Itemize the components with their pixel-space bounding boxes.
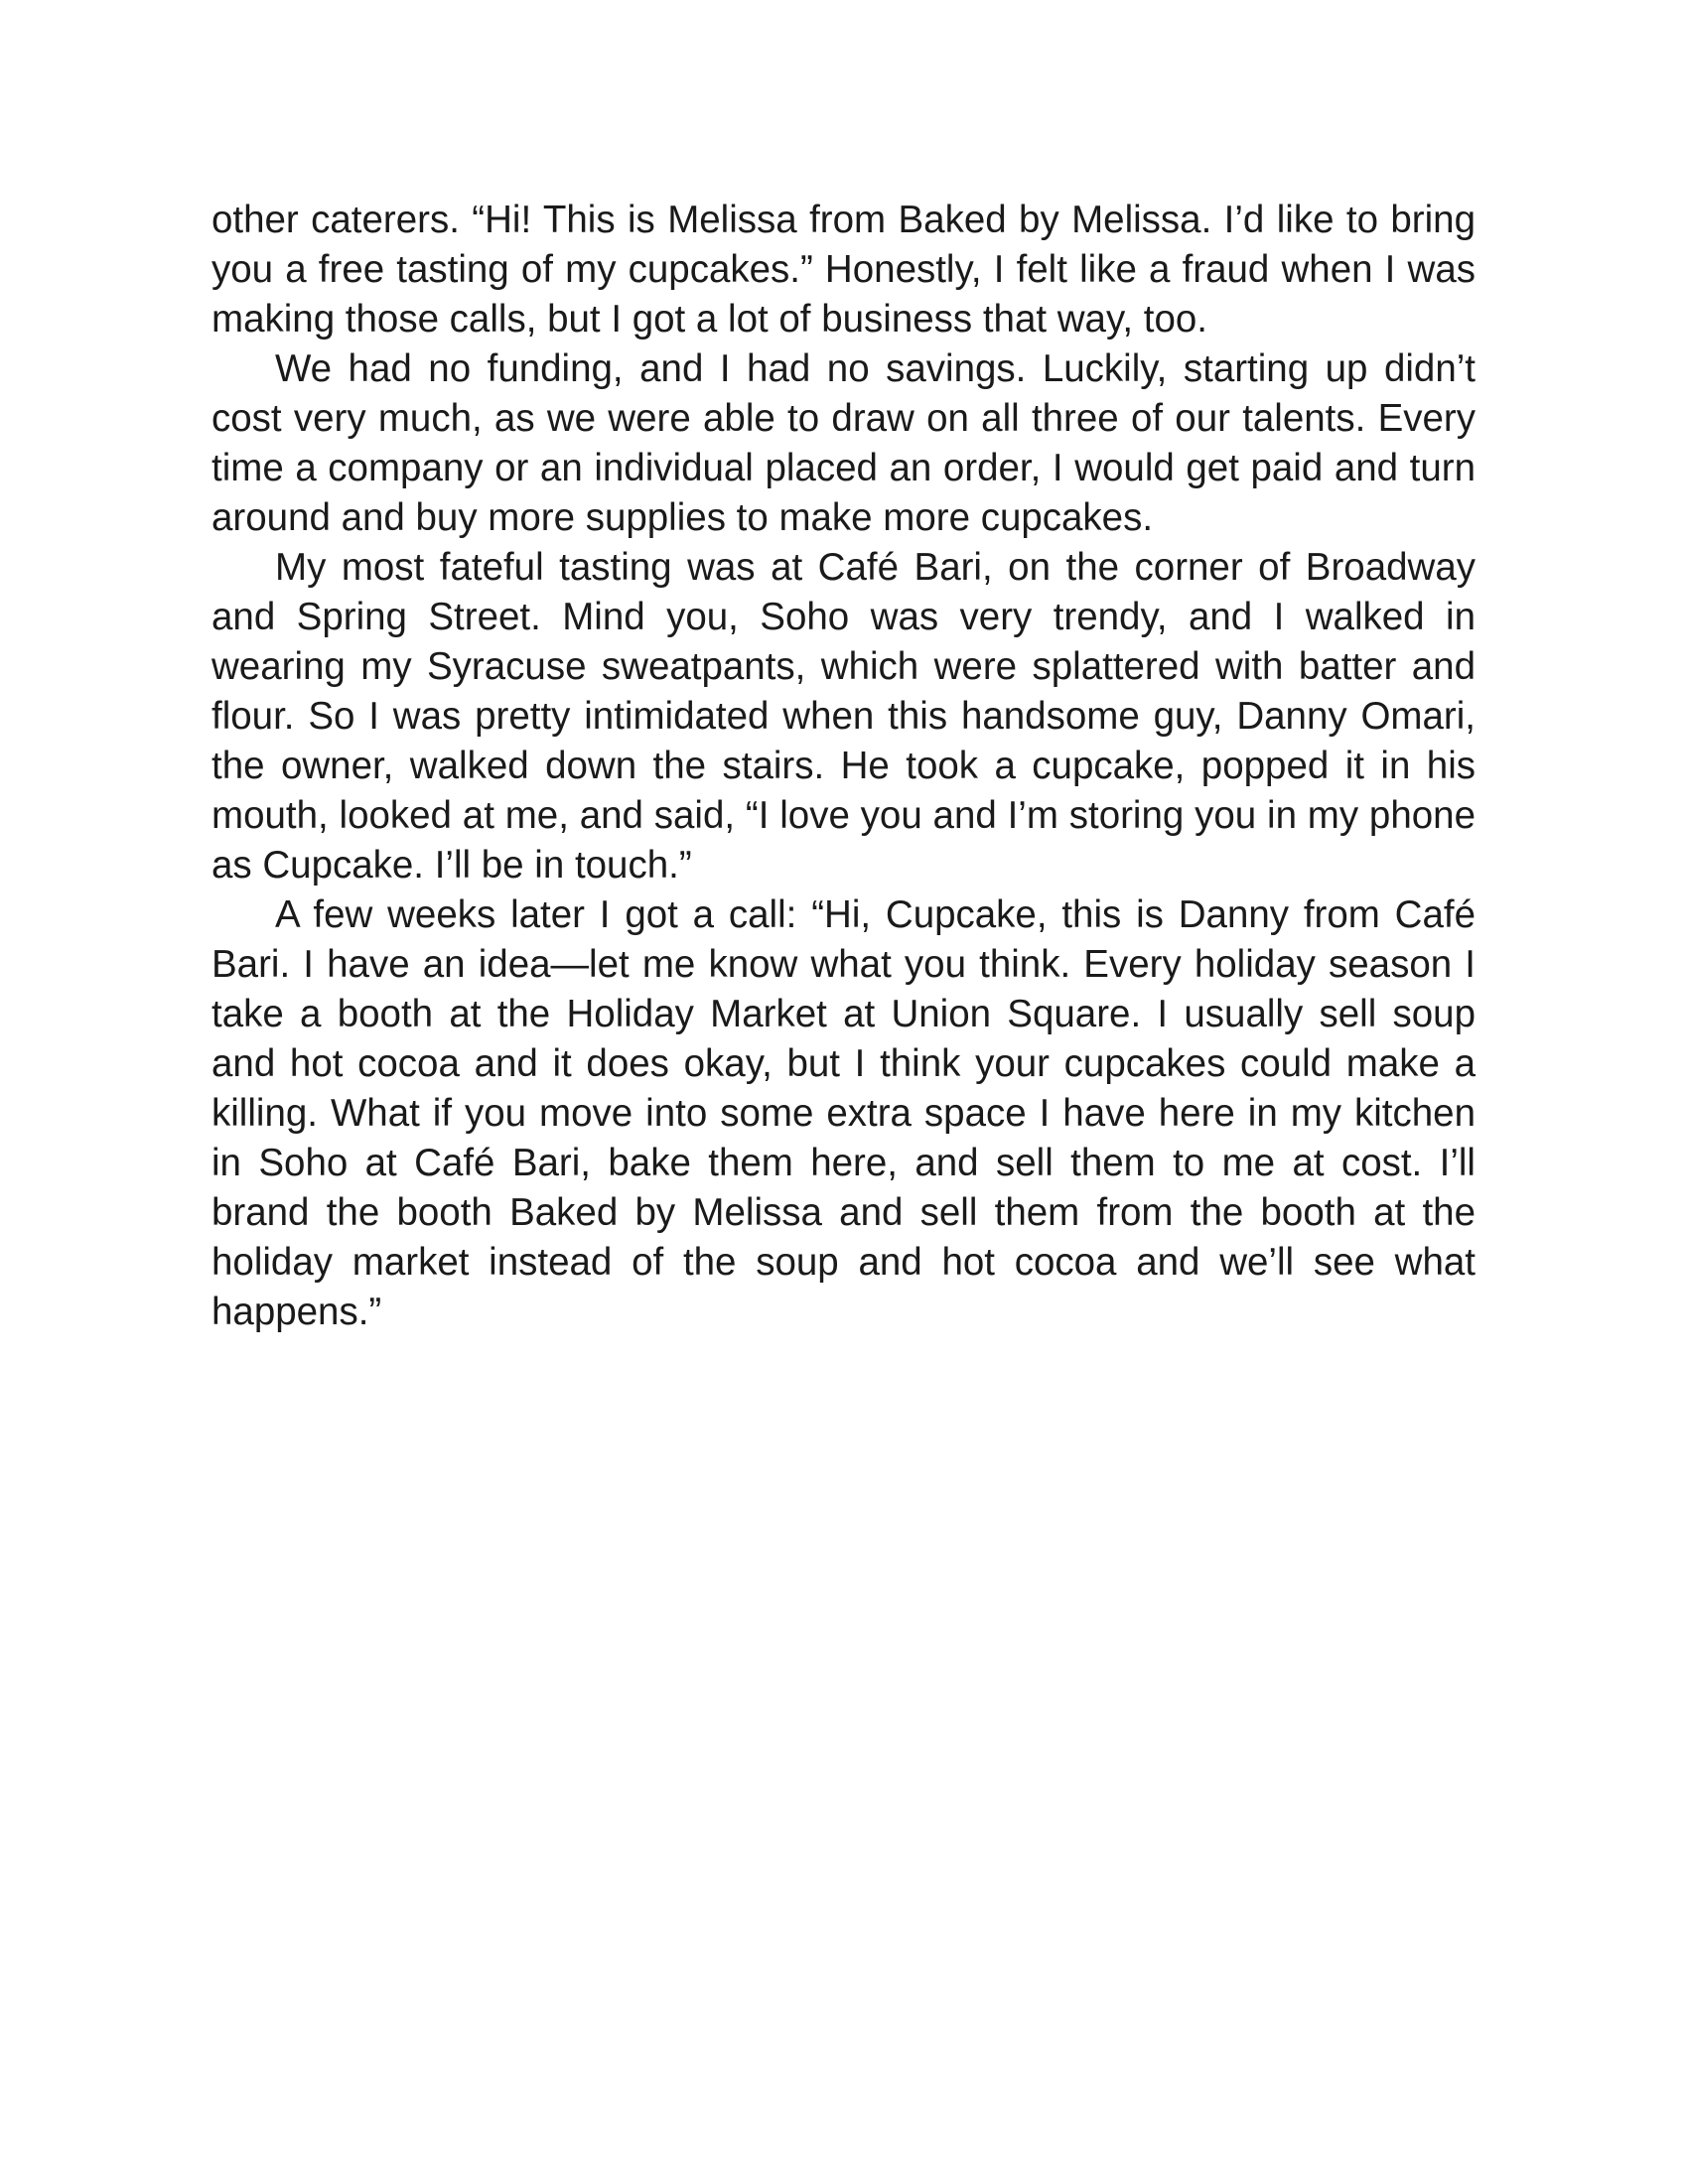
paragraph-danny-call: A few weeks later I got a call: “Hi, Cupcake, this is Danny from Café Bari. I have an idea—let me know what you think. Every holiday season I take a booth at the Holiday Market at Union Square. I usually sell soup and hot cocoa and it does okay, but I think your cupcakes could make a killing. What if you move into some extra space I have here in my kitchen in Soho at Café Bari, bake them here, and sell them to me at cost. I’ll brand the booth Baked by Melissa and sell them from the booth at the holiday market instead of the soup and hot cocoa and we’ll see what happens.” <box>211 893 1476 1333</box>
body-text <box>211 196 1476 1337</box>
paragraph-cafe-bari-tasting: My most fateful tasting was at Café Bari, on the corner of Broadway and Spring Street. Mind you, Soho was very trendy, and I walked in wearing my Syracuse sweatpants, which were splattered with batter and flour. So I was pretty intimidated when this handsome guy, Danny Omari, the owner, walked down the stairs. He took a cupcake, popped it in his mouth, looked at me, and said, “I love you and I’m storing you in my phone as Cupcake. I’ll be in touch.” <box>211 546 1476 887</box>
paragraph-continuation: other caterers. “Hi! This is Melissa from Baked by Melissa. I’d like to bring you a free tasting of my cupcakes.” Honestly, I felt like a fraud when I was making those calls, but I got a lot of business that way, too. <box>211 199 1476 341</box>
paragraph-funding: We had no funding, and I had no savings. Luckily, starting up didn’t cost very much, as we were able to draw on all three of our talents. Every time a company or an individual placed an order, I would get paid and turn around and buy more supplies to make more cupcakes. <box>211 347 1476 539</box>
